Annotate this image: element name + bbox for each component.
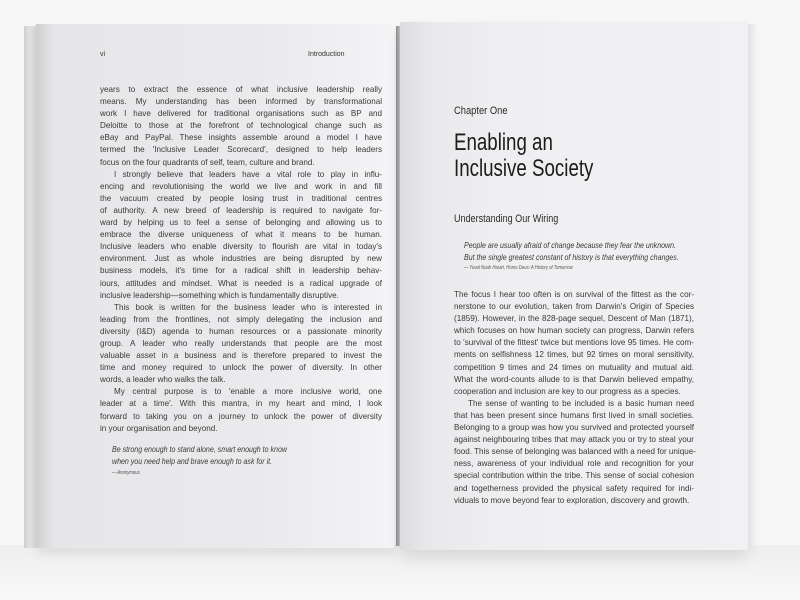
right-page-stack-edge xyxy=(748,24,756,546)
text-line: diversity (I&D) agenda to human resources or a passionate minority xyxy=(100,326,382,336)
chapter-title-line: Enabling an xyxy=(454,129,553,156)
quote-line: Be strong enough to stand alone, smart enough to know xyxy=(112,445,287,454)
text-line: against neighbouring tribes that may attack you or try to steal your xyxy=(454,435,694,445)
quote-line: People are usually afraid of change because they fear the unknown. xyxy=(464,240,676,250)
text-line: (1859). However, in the 828-page sequel, Descent of Man (1871), xyxy=(454,314,694,324)
paragraph xyxy=(100,302,382,387)
text-line: nerstone to our evolution, taken from Darwin's Origin of Species xyxy=(454,302,694,312)
paragraph xyxy=(100,169,382,302)
text-line: Deloitte to those at the forefront of technological change such as xyxy=(100,121,382,131)
text-line: that has been present since humans first lived in small societies. xyxy=(454,410,694,420)
text-line: group. A leader who really understands that people are the most xyxy=(100,338,382,348)
text-line: The sense of wanting to be included is a basic human need xyxy=(468,398,694,408)
paragraph xyxy=(454,398,694,507)
text-line: means. My understanding has been informed by transformational xyxy=(100,97,382,107)
text-line: The focus I hear too often is on survival of the fittest as the cor- xyxy=(454,290,694,299)
text-line: to 'survival of the fittest' twice but mentions love 95 times. He com- xyxy=(454,338,694,348)
text-line: ments on selfishness 12 times, but 92 times on moral sensitivity, xyxy=(454,350,694,360)
text-line: valuable asset in a business and is therefore prepared to invest the xyxy=(100,351,382,361)
right-page-body xyxy=(454,289,694,507)
running-head: Introduction xyxy=(308,51,345,58)
quote-line: But the single greatest constant of history is that everything changes. xyxy=(464,252,679,263)
left-page-body xyxy=(100,84,382,435)
text-line: business models, it's time for a radical shift in leadership behav- xyxy=(100,266,382,276)
text-line: inclusive leadership—something which is fundamentally disruptive. xyxy=(100,290,339,300)
text-line: environment. Just as whole industries are being disrupted by new xyxy=(100,254,382,264)
text-line: work I have delivered for traditional organisations such as BP and xyxy=(100,109,382,119)
text-line: leader at a time'. With this mantra, in my heart and mind, I look xyxy=(100,399,382,409)
text-line: in your organisation and beyond. xyxy=(100,423,218,433)
paragraph xyxy=(100,84,382,169)
text-line: encing and revolutionising the world we live and work in and fill xyxy=(100,181,382,191)
text-line: iours, attitudes and mindset. What is needed is a radical upgrade of xyxy=(100,278,382,288)
text-line: I strongly believe that leaders have a vital role to play in influ- xyxy=(114,169,382,179)
paragraph xyxy=(100,386,382,434)
text-line: Inclusive leaders who enable diversity to flourish are vital in today's xyxy=(100,242,382,252)
chapter-label: Chapter One xyxy=(454,105,508,117)
text-line: time and money required to unlock the power of diversity. In other xyxy=(100,363,382,373)
text-line: competition 9 times and 24 times on mutuality and mutual aid. xyxy=(454,362,694,372)
text-line: cooperation and inclusion are key to our progress as a species. xyxy=(454,386,681,396)
text-line: of authority. A new breed of leadership is required to navigate for- xyxy=(100,205,382,215)
text-line: termed the 'Inclusive Leader Scorecard', designed to help leaders xyxy=(100,145,382,155)
text-line: words, a leader who walks the talk. xyxy=(100,375,226,385)
text-line: forward to taking you on a journey to unlock the power of diversity xyxy=(100,411,382,421)
right-epigraph-quote xyxy=(464,239,744,273)
text-line: and togetherness provided the physical safety required for indi- xyxy=(454,483,694,493)
text-line: ness, awareness of your individual role and recognition for your xyxy=(454,459,694,469)
text-line: focus on the four quadrants of self, team, culture and brand. xyxy=(100,157,315,167)
text-line: special contribution within the tribe. This sense of social cohesion xyxy=(454,471,694,481)
text-line: ward by helping us to feel a sense of belonging and allowing us to xyxy=(100,218,382,228)
text-line: leading from the frontlines, not simply delegating the inclusion and xyxy=(100,314,382,324)
text-line: embrace the diverse uniqueness of what it means to be human. xyxy=(100,230,382,240)
text-line: This book is written for the business leader who is interested in xyxy=(114,302,382,312)
left-epigraph-quote xyxy=(112,444,312,478)
section-heading: Understanding Our Wiring xyxy=(454,213,559,225)
text-line: years to extract the essence of what inclusive leadership really xyxy=(100,85,382,94)
quote-attribution: — Anonymous xyxy=(112,469,140,476)
chapter-title-line: Inclusive Society xyxy=(454,155,594,182)
table-surface xyxy=(0,545,800,600)
text-line: food. This sense of belonging was balanced with a need for unique- xyxy=(454,447,696,457)
text-line: which focuses on how human society can progress, Darwin refers xyxy=(454,326,694,336)
text-line: viduals to move beyond fear to exploration, discovery and growth. xyxy=(454,495,690,505)
quote-attribution: — Yuval Noah Harari, Homo Deus: A History of Tomorrow xyxy=(464,264,573,271)
text-line: What the word-counts allude to is that Darwin believed empathy, xyxy=(454,374,694,384)
text-line: My central purpose is to 'enable a more inclusive world, one xyxy=(114,387,382,397)
page-number: vi xyxy=(100,51,106,58)
paragraph xyxy=(454,289,694,398)
text-line: the vacuum created by people losing trust in traditional centres xyxy=(100,193,382,203)
text-line: eBay and PayPal. These insights assemble around a model I have xyxy=(100,133,382,143)
chapter-title xyxy=(454,130,593,182)
text-line: Belonging to a group was how you survived and protected yourself xyxy=(454,423,694,433)
quote-line: when you need help and brave enough to ask for it. xyxy=(112,457,273,467)
